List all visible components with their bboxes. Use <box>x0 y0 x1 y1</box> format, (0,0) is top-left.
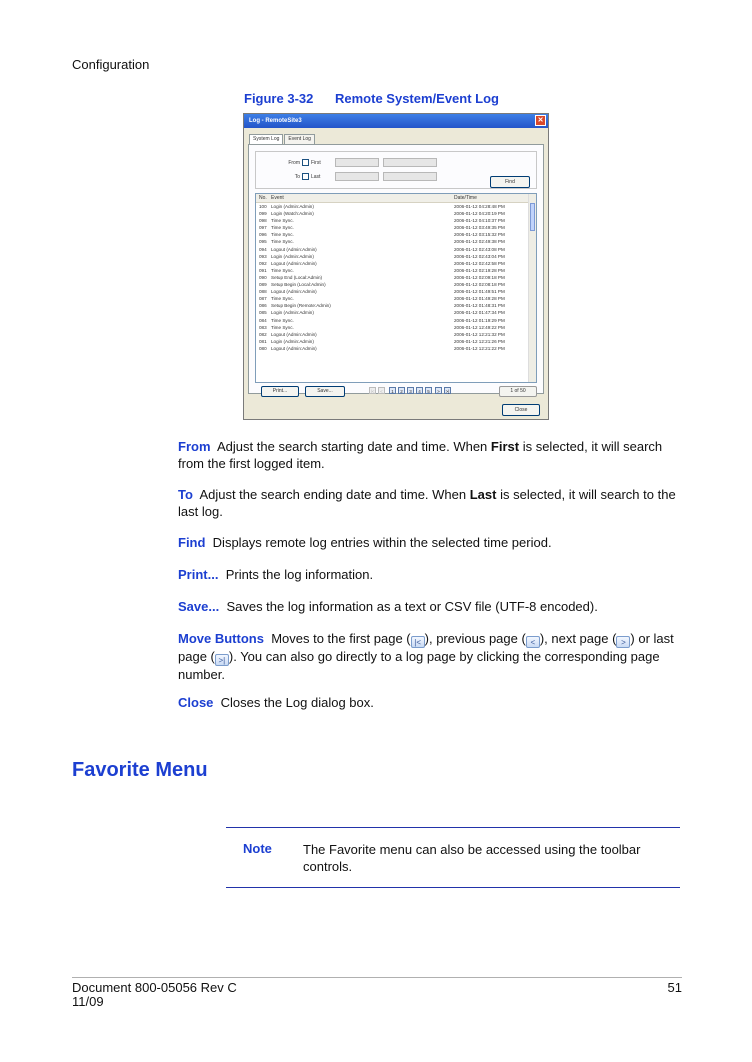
page-status: 1 of 50 <box>499 386 537 397</box>
to-text-a: Adjust the search ending date and time. When <box>199 487 467 502</box>
row-event: Login (Admin:Admin) <box>271 338 314 344</box>
row-number: 096 <box>259 232 267 238</box>
row-event: Time Sync. <box>271 267 294 273</box>
table-row[interactable] <box>256 224 536 231</box>
table-row[interactable] <box>256 274 536 281</box>
figure-caption <box>244 91 499 106</box>
row-event: Time Sync. <box>271 296 294 302</box>
move-text-e: ). You can also go directly to a log page by clicking the corresponding page number. <box>178 649 660 682</box>
running-header: Configuration <box>72 57 150 72</box>
vertical-scrollbar[interactable] <box>528 194 536 382</box>
table-row[interactable] <box>256 246 536 253</box>
row-datetime: 2006-01-12 01:47:34 PM <box>454 310 505 316</box>
row-number: 093 <box>259 253 267 259</box>
from-date-field[interactable] <box>335 158 379 167</box>
row-event: Logout (Admin:Admin) <box>271 345 317 351</box>
scrollbar-thumb[interactable] <box>530 203 535 231</box>
row-datetime: 2006-01-12 03:49:35 PM <box>454 225 505 231</box>
row-number: 088 <box>259 289 267 295</box>
column-datetime[interactable]: Date/Time <box>454 195 477 201</box>
table-row[interactable] <box>256 210 536 217</box>
tab-event-log[interactable]: Event Log <box>284 134 315 144</box>
from-text-c: is selected, it will search from the first logged item. <box>178 439 663 471</box>
from-time-field[interactable] <box>383 158 437 167</box>
note-label: Note <box>243 841 272 856</box>
row-event: Setup Begin (Remote:Admin) <box>271 303 331 309</box>
table-row[interactable] <box>256 317 536 324</box>
row-datetime: 2006-01-12 01:19:29 PM <box>454 317 505 323</box>
note-text: The Favorite menu can also be accessed using the toolbar controls. <box>303 842 641 874</box>
row-datetime: 2006-01-12 02:43:04 PM <box>454 253 505 259</box>
row-event: Login (Watch:Admin) <box>271 211 314 217</box>
move-text-c: ), next page ( <box>539 631 617 646</box>
term-find: Find <box>178 535 206 550</box>
table-row[interactable] <box>256 331 536 338</box>
row-number: 090 <box>259 274 267 280</box>
save-button[interactable]: Save... <box>305 386 345 397</box>
column-no[interactable]: No. <box>259 195 267 201</box>
row-datetime: 2006-01-12 02:19:28 PM <box>454 267 505 273</box>
dialog-tabs <box>249 134 316 144</box>
first-label: First <box>311 159 321 166</box>
row-number: 084 <box>259 317 267 323</box>
row-number: 097 <box>259 225 267 231</box>
figure-number: Figure 3-32 <box>244 91 314 106</box>
from-text-b: First <box>490 439 520 454</box>
page-button-2[interactable]: 2 <box>398 387 405 394</box>
row-number: 082 <box>259 331 267 337</box>
row-datetime: 2006-01-12 02:43:08 PM <box>454 246 505 252</box>
list-rows <box>256 203 536 352</box>
term-close: Close <box>178 695 214 710</box>
table-row[interactable] <box>256 309 536 316</box>
row-event: Logout (Admin:Admin) <box>271 246 317 252</box>
close-text: Closes the Log dialog box. <box>220 695 374 710</box>
row-datetime: 2006-01-12 04:20:19 PM <box>454 211 505 217</box>
page-number: 51 <box>667 980 682 995</box>
row-datetime: 2006-01-12 01:49:51 PM <box>454 289 505 295</box>
page-button-3[interactable]: 3 <box>407 387 414 394</box>
page-button-1[interactable]: 1 <box>389 387 396 394</box>
last-label: Last <box>311 173 321 180</box>
first-page-icon: |< <box>411 636 425 648</box>
print-text: Prints the log information. <box>225 567 374 582</box>
row-datetime: 2006-01-12 12:21:22 PM <box>454 345 505 351</box>
row-event: Login (Admin:Admin) <box>271 310 314 316</box>
move-text-b: ), previous page ( <box>424 631 526 646</box>
row-number: 099 <box>259 211 267 217</box>
first-checkbox[interactable] <box>302 159 309 166</box>
row-event: Logout (Admin:Admin) <box>271 260 317 266</box>
to-text-b: Last <box>469 487 497 502</box>
table-row[interactable] <box>256 203 536 210</box>
last-page-button[interactable]: >| <box>445 389 450 394</box>
row-event: Login (Admin:Admin) <box>271 253 314 259</box>
term-print: Print... <box>178 567 219 582</box>
table-row[interactable] <box>256 260 536 267</box>
filter-group <box>255 151 537 189</box>
row-datetime: 2006-01-12 02:08:18 PM <box>454 282 505 288</box>
table-row[interactable] <box>256 217 536 224</box>
row-event: Time Sync. <box>271 232 294 238</box>
term-move-buttons: Move Buttons <box>178 631 264 646</box>
dialog-titlebar <box>244 114 548 128</box>
row-event: Time Sync. <box>271 218 294 224</box>
table-row[interactable] <box>256 281 536 288</box>
row-event: Setup End (Local:Admin) <box>271 274 323 280</box>
table-row[interactable] <box>256 338 536 345</box>
column-event[interactable]: Event <box>271 195 284 201</box>
next-page-icon: > <box>616 636 630 648</box>
row-event: Time Sync. <box>271 239 294 245</box>
last-checkbox[interactable] <box>302 173 309 180</box>
row-number: 092 <box>259 260 267 266</box>
note-bottom-rule <box>226 887 680 888</box>
to-label: To <box>294 173 300 180</box>
table-row[interactable] <box>256 302 536 309</box>
row-datetime: 2006-01-12 03:15:32 PM <box>454 232 505 238</box>
row-number: 091 <box>259 267 267 273</box>
print-description <box>178 566 683 583</box>
row-datetime: 2006-01-12 12:21:32 PM <box>454 331 505 337</box>
log-dialog-screenshot <box>243 113 549 420</box>
row-datetime: 2006-01-12 04:28:48 PM <box>454 204 505 209</box>
table-row[interactable] <box>256 267 536 274</box>
footer-document: Document 800-05056 Rev C <box>72 980 237 995</box>
first-page-button[interactable]: |< <box>370 389 375 394</box>
close-icon[interactable]: ✕ <box>535 115 546 126</box>
to-date-field[interactable] <box>335 172 379 181</box>
to-time-field[interactable] <box>383 172 437 181</box>
table-row[interactable] <box>256 231 536 238</box>
figure-title: Remote System/Event Log <box>335 91 499 106</box>
save-text: Saves the log information as a text or CSV file (UTF-8 encoded). <box>226 599 598 614</box>
section-heading: Favorite Menu <box>72 759 208 781</box>
row-datetime: 2006-01-12 02:49:38 PM <box>454 239 505 245</box>
from-text-a: Adjust the search starting date and time. When <box>217 439 488 454</box>
row-event: Time Sync. <box>271 324 294 330</box>
row-number: 081 <box>259 338 267 344</box>
close-description <box>178 694 683 711</box>
footer-date: 11/09 <box>72 994 104 1009</box>
table-row[interactable] <box>256 288 536 295</box>
previous-page-icon: < <box>526 636 540 648</box>
row-datetime: 2006-01-12 01:49:28 PM <box>454 296 505 302</box>
row-number: 100 <box>259 204 267 209</box>
row-datetime: 2006-01-12 04:10:37 PM <box>454 218 505 224</box>
row-event: Time Sync. <box>271 225 294 231</box>
row-event: Logout (Admin:Admin) <box>271 289 317 295</box>
log-list <box>255 193 537 383</box>
row-datetime: 2006-01-12 02:42:58 PM <box>454 260 505 266</box>
table-row[interactable] <box>256 345 536 352</box>
row-event: Setup Begin (Local:Admin) <box>271 282 326 288</box>
row-datetime: 2006-01-12 12:21:26 PM <box>454 338 505 344</box>
table-row[interactable] <box>256 324 536 331</box>
row-event: Login (Admin:Admin) <box>271 204 314 209</box>
find-text: Displays remote log entries within the selected time period. <box>212 535 552 550</box>
from-row <box>286 158 437 167</box>
row-number: 095 <box>259 239 267 245</box>
row-number: 080 <box>259 345 267 351</box>
move-text-a: Moves to the first page ( <box>271 631 411 646</box>
row-number: 094 <box>259 246 267 252</box>
table-row[interactable] <box>256 238 536 245</box>
to-description <box>178 486 683 520</box>
list-header <box>256 194 536 203</box>
table-row[interactable] <box>256 295 536 302</box>
note-top-rule <box>226 827 680 828</box>
previous-page-button[interactable]: < <box>378 387 385 394</box>
row-number: 087 <box>259 296 267 302</box>
term-save: Save... <box>178 599 220 614</box>
to-row <box>286 172 437 181</box>
row-datetime: 2006-01-12 12:49:22 PM <box>454 324 505 330</box>
row-event: Logout (Admin:Admin) <box>271 331 317 337</box>
from-description <box>178 438 683 472</box>
close-button[interactable]: Close <box>502 404 540 416</box>
dialog-title: Log - RemoteSite3 <box>249 118 302 124</box>
move-text-d: ) or last page ( <box>178 631 674 664</box>
to-text-c: is selected, it will search to the last log. <box>178 487 676 519</box>
row-number: 098 <box>259 218 267 224</box>
row-number: 086 <box>259 303 267 309</box>
row-number: 089 <box>259 282 267 288</box>
tab-panel <box>248 144 544 394</box>
term-to: To <box>178 487 193 502</box>
row-event: Time Sync. <box>271 317 294 323</box>
find-description <box>178 534 683 551</box>
find-button[interactable]: Find <box>490 176 530 188</box>
term-from: From <box>178 439 211 454</box>
row-datetime: 2006-01-12 01:48:31 PM <box>454 303 505 309</box>
page-button-4[interactable]: 4 <box>416 387 423 394</box>
row-number: 083 <box>259 324 267 330</box>
row-datetime: 2006-01-12 02:09:18 PM <box>454 274 505 280</box>
dialog-bottom-bar <box>255 386 537 396</box>
save-description <box>178 598 683 615</box>
tab-system-log[interactable]: System Log <box>249 134 283 144</box>
next-page-button[interactable]: > <box>435 387 442 394</box>
row-number: 085 <box>259 310 267 316</box>
move-buttons-description <box>178 630 683 683</box>
last-page-icon: >| <box>215 654 229 666</box>
footer-rule <box>72 977 682 978</box>
page-button-5[interactable]: 5 <box>425 387 432 394</box>
from-label: From <box>288 159 300 166</box>
table-row[interactable] <box>256 253 536 260</box>
print-button[interactable]: Print... <box>261 386 299 397</box>
